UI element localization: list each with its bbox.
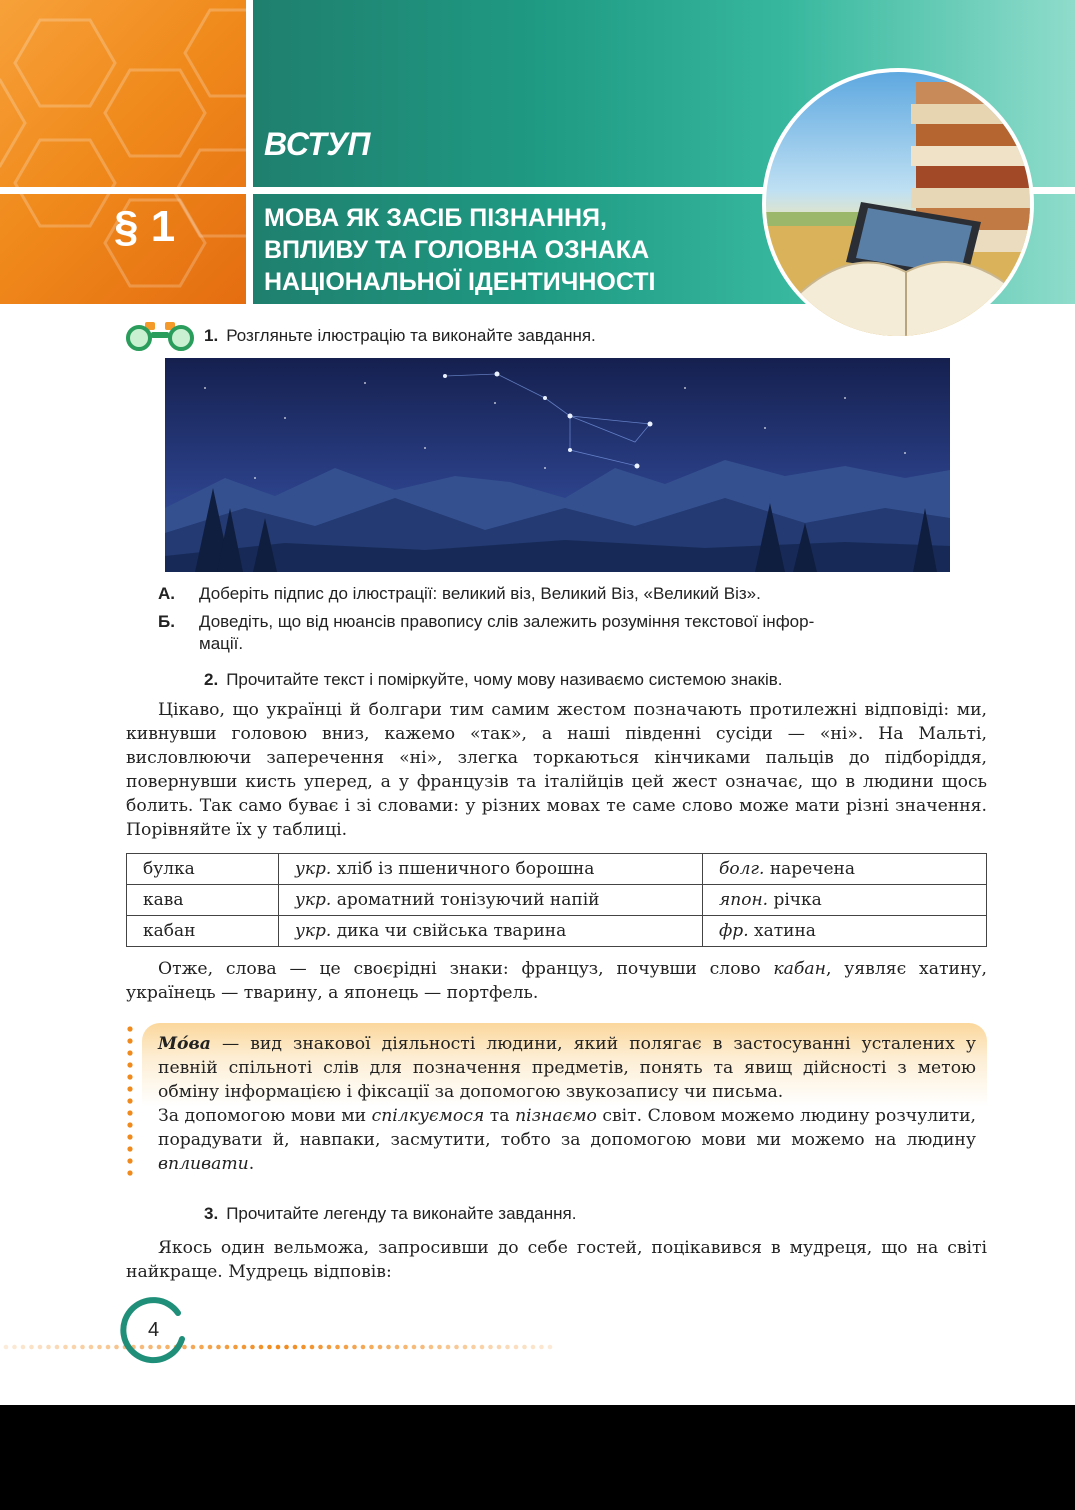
italic-word: спілкуємося <box>371 1106 485 1126</box>
header-divider-vertical <box>246 0 253 304</box>
night-sky-illustration <box>165 358 950 572</box>
meaning-cell-foreign <box>703 854 987 885</box>
definition-text <box>158 1032 976 1176</box>
lang-abbr: фр. <box>719 921 749 941</box>
item-text: Доберіть підпис до ілюстрації: великий віз, Великий Віз, «Великий Віз». <box>199 584 761 603</box>
header-photo-books-tablet <box>762 68 1034 340</box>
text-run: . <box>248 1154 255 1174</box>
page-title <box>264 202 784 298</box>
word-cell: кабан <box>127 916 279 947</box>
item-label: А. <box>158 584 175 603</box>
meaning-cell-foreign <box>703 916 987 947</box>
table-row <box>127 916 987 947</box>
meaning-text: наречена <box>769 859 856 879</box>
task-text: Прочитайте текст і поміркуйте, чому мову називаємо системою знаків. <box>226 670 783 689</box>
title-line: НАЦІОНАЛЬНОЇ ІДЕНТИЧНОСТІ <box>264 268 656 296</box>
task-text: Прочитайте легенду та виконайте завдання. <box>226 1204 577 1223</box>
page-number: 4 <box>148 1319 160 1341</box>
footer-dotted-rule <box>0 1343 560 1351</box>
meaning-cell-foreign <box>703 885 987 916</box>
meaning-text: дика чи свійська тварина <box>336 921 567 941</box>
section-label: ВСТУП <box>264 126 370 162</box>
lang-abbr: болг. <box>719 859 765 879</box>
header-orange-panel <box>0 0 248 304</box>
definition-term: Мо́ва <box>158 1034 211 1054</box>
table-row <box>127 854 987 885</box>
task-1-heading <box>204 326 596 346</box>
words-table <box>126 853 987 947</box>
table-row <box>127 885 987 916</box>
task-2-heading <box>204 670 782 690</box>
text-run: За допомогою мови ми <box>158 1106 372 1126</box>
item-text-cont: мації. <box>199 634 244 653</box>
definition-body: — вид знакової діяльності людини, який полягає в застосуванні усталених у певній спільноті слів для позначення предметів, понять та явищ дійсності з метою обміну інформацією і фіксації за допомогою звукозапису чи письма. <box>158 1034 976 1102</box>
meaning-text: ароматний тонізуючий напій <box>336 890 600 910</box>
task-number: 1. <box>204 326 219 345</box>
title-line: МОВА ЯК ЗАСІБ ПІЗНАННЯ, <box>264 204 607 232</box>
binoculars-icon <box>125 320 195 352</box>
lang-abbr: укр. <box>295 859 332 879</box>
meaning-cell-ukr <box>279 916 703 947</box>
dotted-rule-vertical <box>126 1026 134 1178</box>
lang-abbr: япон. <box>719 890 769 910</box>
item-text: Доведіть, що від нюансів правопису слів залежить розуміння текстової інфор- <box>199 612 815 631</box>
task-1-item-a <box>158 583 938 607</box>
meaning-cell-ukr <box>279 854 703 885</box>
paragraph-conclusion <box>126 957 987 1005</box>
meaning-cell-ukr <box>279 885 703 916</box>
word-cell: кава <box>127 885 279 916</box>
task-3-heading <box>204 1204 576 1224</box>
task-1-item-b <box>158 611 938 659</box>
meaning-text: річка <box>773 890 822 910</box>
text-run: Отже, слова — це своєрідні знаки: француз, почувши слово <box>158 959 774 979</box>
task-text: Розгляньте ілюстрацію та виконайте завдання. <box>226 326 596 345</box>
lang-abbr: укр. <box>295 890 332 910</box>
paragraph-legend: Якось один вельможа, запросивши до себе гостей, поцікавився в мудреця, що на світі найкраще. Мудрець відповів: <box>126 1238 987 1282</box>
italic-word: кабан <box>773 959 826 979</box>
lang-abbr: укр. <box>295 921 332 941</box>
italic-word: пізнаємо <box>515 1106 597 1126</box>
item-label: Б. <box>158 612 175 631</box>
paragraph-sign: § 1 <box>114 202 176 251</box>
text-run: світ. Словом можемо людину розчулити, порадувати й, навпаки, засмутити, тобто за допомогою мови ми можемо на людину <box>158 1106 977 1150</box>
word-cell: булка <box>127 854 279 885</box>
task-number: 2. <box>204 670 219 689</box>
paragraph-gestures: Цікаво, що українці й болгари тим самим жестом позначають протилежні відповіді: ми, кивнувши головою вниз, кажемо «так», а наші південні сусіди — «ні». На Мальті, висловлюючи заперечення «ні», злегка торкаються кінчиками пальців до підборіддя, повернувши кисть уперед, а у французів та італійців цей жест означає, що в людини щось болить. Так само буває і зі словами: у різних мовах те саме слово може мати різні значення. Порівняйте їх у таблиці. <box>126 700 987 840</box>
text-run: та <box>484 1106 516 1126</box>
italic-word: впливати <box>158 1154 249 1174</box>
meaning-text: хліб із пшеничного борошна <box>336 859 595 879</box>
task-number: 3. <box>204 1204 219 1223</box>
hexagon-pattern <box>0 0 248 304</box>
meaning-text: хатина <box>754 921 816 941</box>
title-line: ВПЛИВУ ТА ГОЛОВНА ОЗНАКА <box>264 236 650 264</box>
definition-paragraph <box>158 1032 976 1104</box>
text-run: , уявляє хатину, українець — тварину, а японець — портфель. <box>126 959 987 1003</box>
definition-paragraph-2 <box>158 1104 976 1176</box>
